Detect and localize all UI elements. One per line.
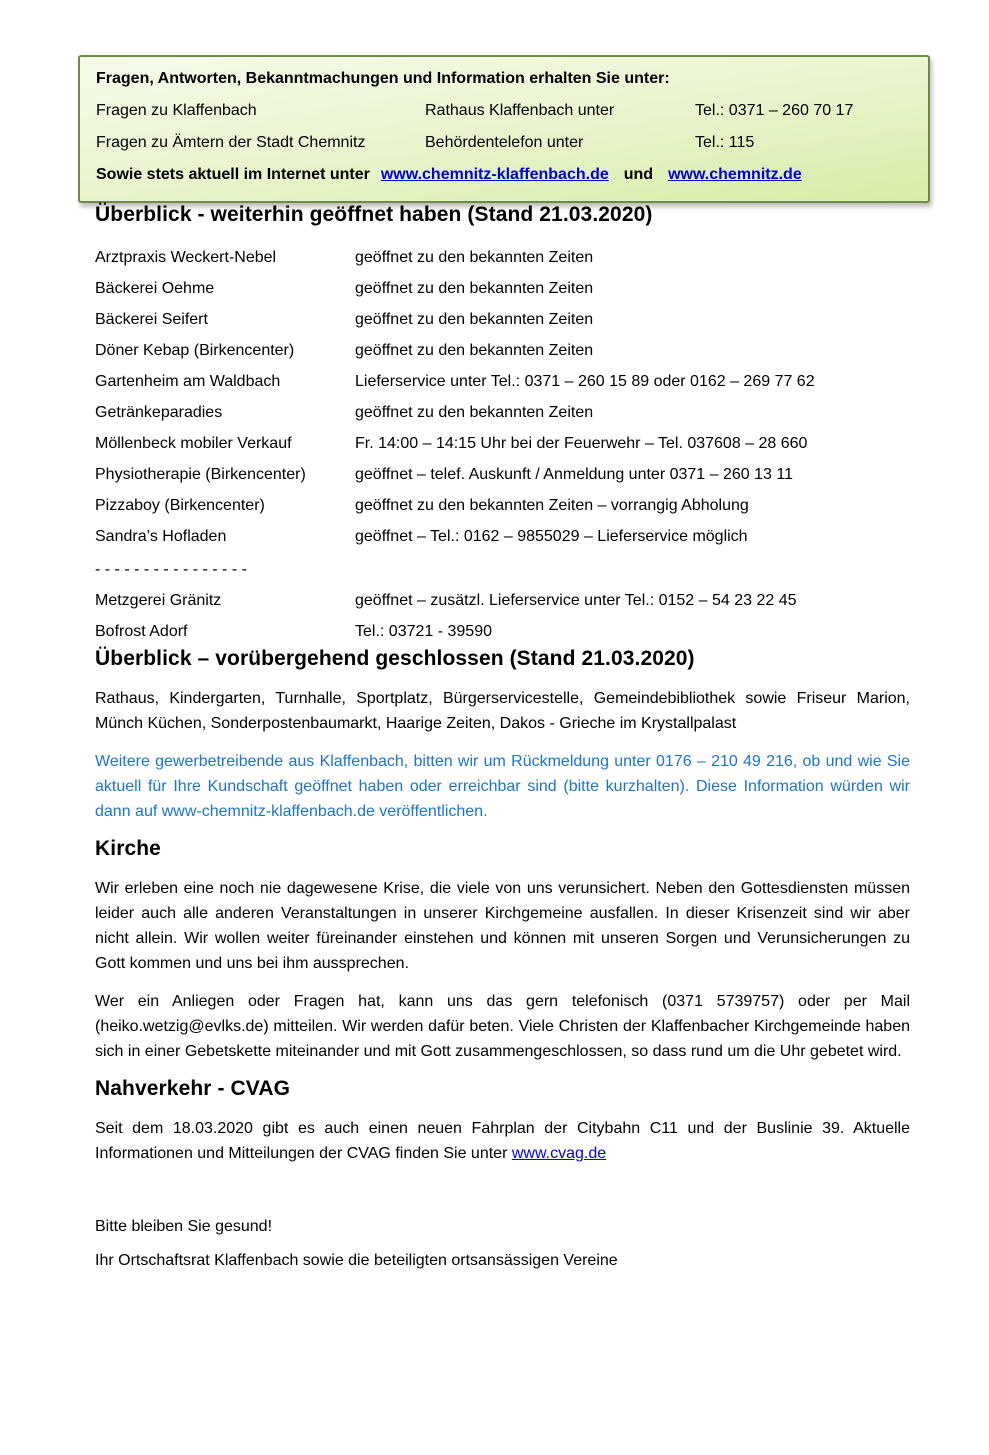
extra-entries-list bbox=[95, 585, 910, 647]
entry-row bbox=[95, 335, 910, 366]
entry-name: Sandra’s Hofladen bbox=[95, 528, 227, 545]
entry-status: geöffnet – zusätzl. Lieferservice unter Tel.: 0152 – 54 23 22 45 bbox=[355, 592, 797, 609]
entry-status: geöffnet zu den bekannten Zeiten bbox=[355, 404, 594, 421]
entry-status: geöffnet zu den bekannten Zeiten bbox=[355, 342, 594, 359]
entry-name: Bofrost Adorf bbox=[95, 623, 188, 640]
entry-row bbox=[95, 366, 910, 397]
content-column bbox=[0, 203, 989, 1273]
entry-name: Möllenbeck mobiler Verkauf bbox=[95, 435, 292, 452]
heading-kirche: Kirche bbox=[95, 837, 161, 860]
entry-name: Pizzaboy (Birkencenter) bbox=[95, 497, 265, 514]
entry-name: Physiotherapie (Birkencenter) bbox=[95, 466, 306, 483]
info-row-middle: Rathaus Klaffenbach unter bbox=[425, 102, 615, 119]
info-box-footer bbox=[96, 166, 912, 184]
info-box-title: Fragen, Antworten, Bekanntmachungen und Information erhalten Sie unter: bbox=[96, 70, 670, 87]
heading-open-overview: Überblick - weiterhin geöffnet haben (Stand 21.03.2020) bbox=[95, 203, 653, 226]
entry-status: geöffnet zu den bekannten Zeiten – vorrangig Abholung bbox=[355, 497, 749, 514]
entry-row bbox=[95, 242, 910, 273]
entry-name: Getränkeparadies bbox=[95, 404, 223, 421]
entry-name: Döner Kebap (Birkencenter) bbox=[95, 342, 295, 359]
entry-name: Bäckerei Oehme bbox=[95, 280, 215, 297]
closing-line-2: Ihr Ortschaftsrat Klaffenbach sowie die beteiligten ortsansässigen Vereine bbox=[95, 1252, 618, 1269]
entry-name: Gartenheim am Waldbach bbox=[95, 373, 281, 390]
info-box-row bbox=[96, 134, 912, 152]
info-box bbox=[78, 55, 930, 203]
entry-name: Arztpraxis Weckert-Nebel bbox=[95, 249, 277, 266]
info-row-tel: Tel.: 0371 – 260 70 17 bbox=[695, 102, 854, 119]
entry-status: geöffnet zu den bekannten Zeiten bbox=[355, 280, 594, 297]
entry-status: geöffnet zu den bekannten Zeiten bbox=[355, 311, 594, 328]
nahverkehr-paragraph bbox=[95, 1116, 910, 1166]
entry-name: Bäckerei Seifert bbox=[95, 311, 208, 328]
closed-notice-paragraph: Weitere gewerbetreibende aus Klaffenbach, bitten wir um Rückmeldung unter 0176 – 210 49 216, ob und wie Sie aktuell für Ihre Kundschaft geöffnet haben oder erreichbar sind (bitte kurzhalten). Diese Information würden wir dann auf www-chemnitz-klaffenbach.de veröffentlichen. bbox=[95, 753, 910, 820]
dashed-separator: - - - - - - - - - - - - - - - - bbox=[95, 561, 247, 578]
info-row-label: Fragen zu Ämtern der Stadt Chemnitz bbox=[96, 134, 366, 151]
kirche-paragraph-2: Wer ein Anliegen oder Fragen hat, kann uns das gern telefonisch (0371 5739757) oder per Mail (heiko.wetzig@evlks.de) mitteilen. Wir werden dafür beten. Viele Christen der Klaffenbacher Kirchgemeinde haben sich in einer Gebetskette miteinander und mit Gott zusammengeschlossen, so dass rund um die Uhr gebetet wird. bbox=[95, 993, 910, 1060]
nahverkehr-text: Seit dem 18.03.2020 gibt es auch einen neuen Fahrplan der Citybahn C11 und der Buslinie 39. Aktuelle Informationen und Mitteilungen der CVAG finden Sie unter bbox=[95, 1120, 910, 1162]
link-cvag[interactable]: www.cvag.de bbox=[511, 1145, 607, 1162]
entry-row bbox=[95, 521, 910, 552]
entry-row bbox=[95, 428, 910, 459]
entry-row bbox=[95, 397, 910, 428]
entry-status: Fr. 14:00 – 14:15 Uhr bei der Feuerwehr – Tel. 037608 – 28 660 bbox=[355, 435, 808, 452]
footer-prefix: Sowie stets aktuell im Internet unter bbox=[96, 166, 370, 183]
entry-row bbox=[95, 616, 910, 647]
info-row-tel: Tel.: 115 bbox=[695, 134, 755, 151]
entry-row bbox=[95, 459, 910, 490]
entry-status: Tel.: 03721 - 39590 bbox=[355, 623, 492, 640]
heading-closed-overview: Überblick – vorübergehend geschlossen (Stand 21.03.2020) bbox=[95, 647, 695, 670]
info-row-middle: Behördentelefon unter bbox=[425, 134, 584, 151]
kirche-paragraph-1: Wir erleben eine noch nie dagewesene Krise, die viele von uns verunsichert. Neben den Gottesdiensten müssen leider auch alle anderen Veranstaltungen in unserer Kirchgemeine ausfallen. In dieser Krisenzeit sind wir aber nicht allein. Wir wollen weiter füreinander einstehen und können mit unseren Sorgen und Verunsicherungen zu Gott kommen und uns bei ihm aussprechen. bbox=[95, 880, 910, 972]
entry-status: geöffnet – telef. Auskunft / Anmeldung unter 0371 – 260 13 11 bbox=[355, 466, 793, 483]
entry-status: geöffnet – Tel.: 0162 – 9855029 – Lieferservice möglich bbox=[355, 528, 748, 545]
info-row-label: Fragen zu Klaffenbach bbox=[96, 102, 257, 119]
open-entries-list bbox=[95, 242, 910, 552]
link-chemnitz-klaffenbach[interactable]: www.chemnitz-klaffenbach.de bbox=[380, 166, 609, 183]
entry-row bbox=[95, 585, 910, 616]
info-box-row bbox=[96, 102, 912, 120]
link-chemnitz[interactable]: www.chemnitz.de bbox=[668, 166, 802, 183]
entry-row bbox=[95, 273, 910, 304]
footer-conjunction: und bbox=[623, 166, 654, 183]
entry-status: Lieferservice unter Tel.: 0371 – 260 15 89 oder 0162 – 269 77 62 bbox=[355, 373, 815, 390]
document-page bbox=[0, 55, 989, 1273]
entry-row bbox=[95, 490, 910, 521]
entry-row bbox=[95, 304, 910, 335]
entry-name: Metzgerei Gränitz bbox=[95, 592, 222, 609]
closed-list-paragraph: Rathaus, Kindergarten, Turnhalle, Sportplatz, Bürgerservicestelle, Gemeindebibliothek sowie Friseur Marion, Münch Küchen, Sonderpostenbaumarkt, Haarige Zeiten, Dakos - Grieche im Krystallpalast bbox=[95, 690, 910, 732]
heading-nahverkehr: Nahverkehr - CVAG bbox=[95, 1077, 291, 1100]
closing-line-1: Bitte bleiben Sie gesund! bbox=[95, 1218, 273, 1235]
entry-status: geöffnet zu den bekannten Zeiten bbox=[355, 249, 594, 266]
